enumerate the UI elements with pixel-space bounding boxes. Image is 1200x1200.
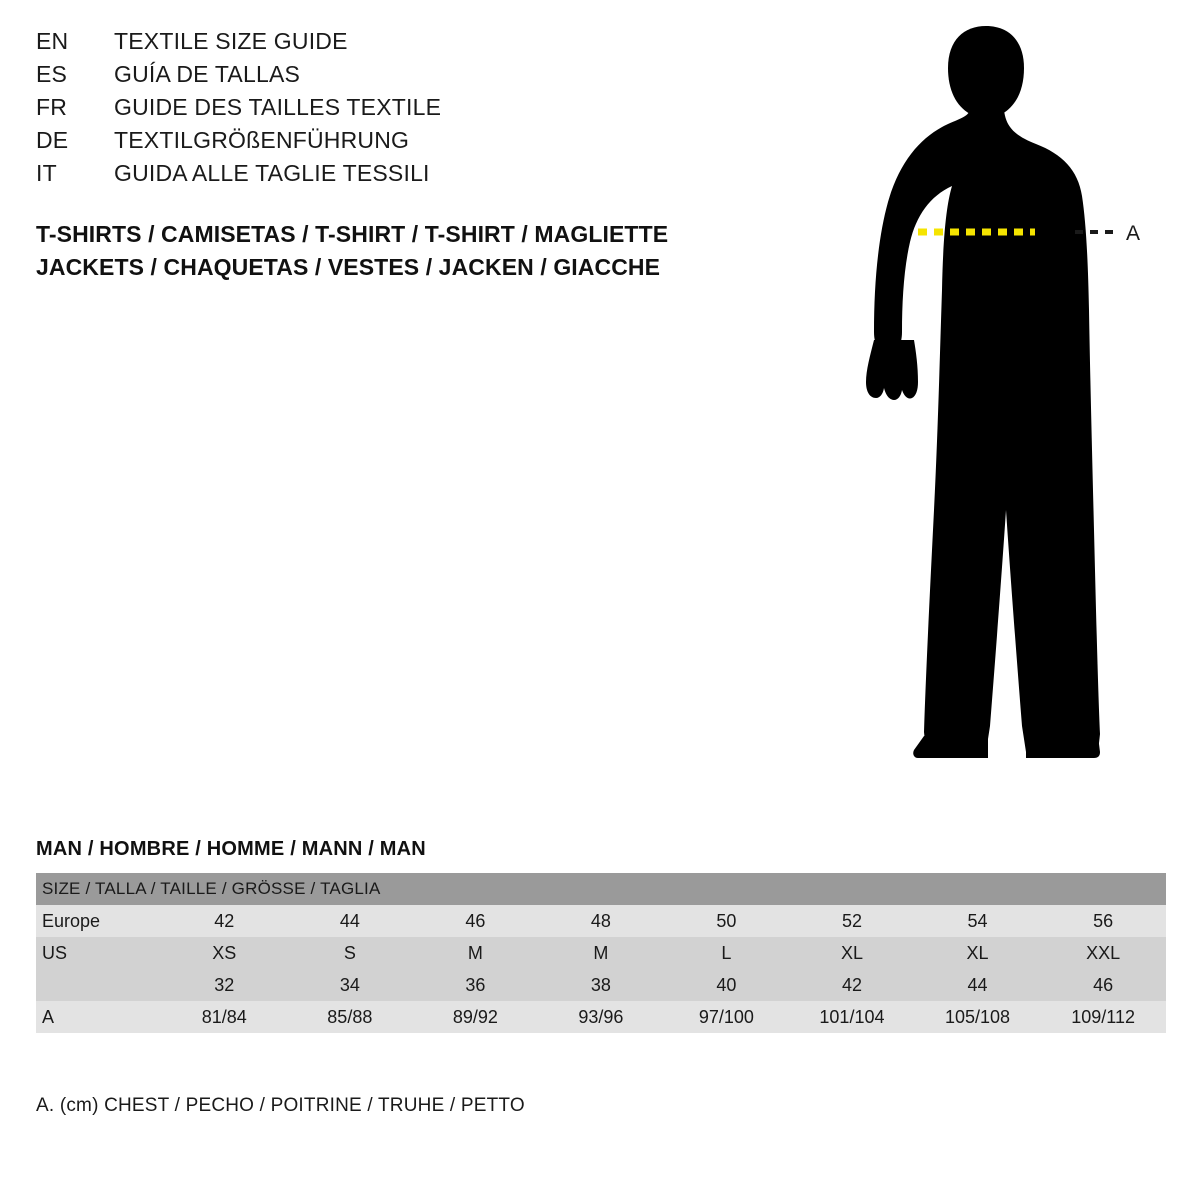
table-row: [36, 969, 1166, 1001]
language-text: TEXTILE SIZE GUIDE: [114, 28, 348, 54]
table-cell: 32: [214, 974, 235, 995]
table-cell: M: [467, 942, 483, 963]
table-cell: 54: [967, 910, 988, 931]
language-text: GUIDA ALLE TAGLIE TESSILI: [114, 160, 430, 186]
language-row: [36, 94, 736, 127]
table-cell: 46: [465, 910, 486, 931]
table-header-label: SIZE / TALLA / TAILLE / GRÖSSE / TAGLIA: [42, 879, 381, 898]
table-cell: 93/96: [578, 1006, 624, 1027]
table-row: [36, 1001, 1166, 1033]
table-cell: 56: [1093, 910, 1114, 931]
chest-marker-label: A: [1126, 222, 1141, 245]
table-cell: XS: [212, 942, 237, 963]
table-cell: 52: [841, 910, 862, 931]
table-cell: XL: [840, 942, 863, 963]
table-row: [36, 937, 1166, 969]
language-header-block: [36, 28, 736, 193]
language-row: [36, 28, 736, 61]
measurement-footnote: A. (cm) CHEST / PECHO / POITRINE / TRUHE / PETTO: [36, 1095, 525, 1116]
table-cell: 38: [590, 974, 611, 995]
table-cell: 36: [465, 974, 486, 995]
row-label: A: [42, 1006, 55, 1027]
row-label: Europe: [42, 910, 101, 931]
table-cell: 85/88: [327, 1006, 373, 1027]
table-cell: 50: [716, 910, 737, 931]
table-cell: 40: [716, 974, 737, 995]
table-cell: 97/100: [698, 1006, 754, 1027]
row-label: US: [42, 942, 68, 963]
table-cell: XXL: [1086, 942, 1121, 963]
language-code: IT: [36, 160, 57, 186]
table-cell: 34: [339, 974, 360, 995]
category-tshirts: T-SHIRTS / CAMISETAS / T-SHIRT / T-SHIRT / MAGLIETTE: [36, 221, 669, 247]
language-row: [36, 127, 736, 160]
table-cell: 46: [1093, 974, 1114, 995]
body-silhouette-figure: [830, 10, 1170, 790]
row-label: [36, 969, 162, 1001]
language-code: ES: [36, 61, 68, 87]
table-cell: 81/84: [201, 1006, 247, 1027]
category-jackets: JACKETS / CHAQUETAS / VESTES / JACKEN / GIACCHE: [36, 254, 661, 280]
table-cell: M: [593, 942, 609, 963]
table-cell: XL: [966, 942, 989, 963]
language-row: [36, 61, 736, 94]
language-text: GUÍA DE TALLAS: [114, 61, 301, 87]
gender-title: MAN / HOMBRE / HOMME / MANN / MAN: [36, 838, 426, 860]
table-header-row: [36, 873, 1166, 905]
table-cell: 44: [339, 910, 360, 931]
table-cell: 101/104: [819, 1006, 885, 1027]
table-cell: 89/92: [452, 1006, 498, 1027]
table-cell: 105/108: [944, 1006, 1011, 1027]
table-cell: L: [721, 942, 732, 963]
language-row: [36, 160, 736, 193]
category-block: [36, 218, 816, 284]
size-table-section: [36, 838, 1166, 1033]
language-code: EN: [36, 28, 69, 54]
table-cell: 42: [841, 974, 862, 995]
language-text: TEXTILGRÖßENFÜHRUNG: [114, 127, 410, 153]
table-cell: 42: [214, 910, 235, 931]
language-text: GUIDE DES TAILLES TEXTILE: [114, 94, 442, 120]
table-cell: 109/112: [1071, 1006, 1135, 1027]
language-code: DE: [36, 127, 69, 153]
language-code: FR: [36, 94, 68, 120]
table-cell: S: [343, 942, 356, 963]
size-table: [36, 873, 1166, 1033]
man-silhouette-icon: [866, 26, 1100, 758]
table-cell: 48: [590, 910, 611, 931]
table-row: [36, 905, 1166, 937]
table-cell: 44: [967, 974, 988, 995]
